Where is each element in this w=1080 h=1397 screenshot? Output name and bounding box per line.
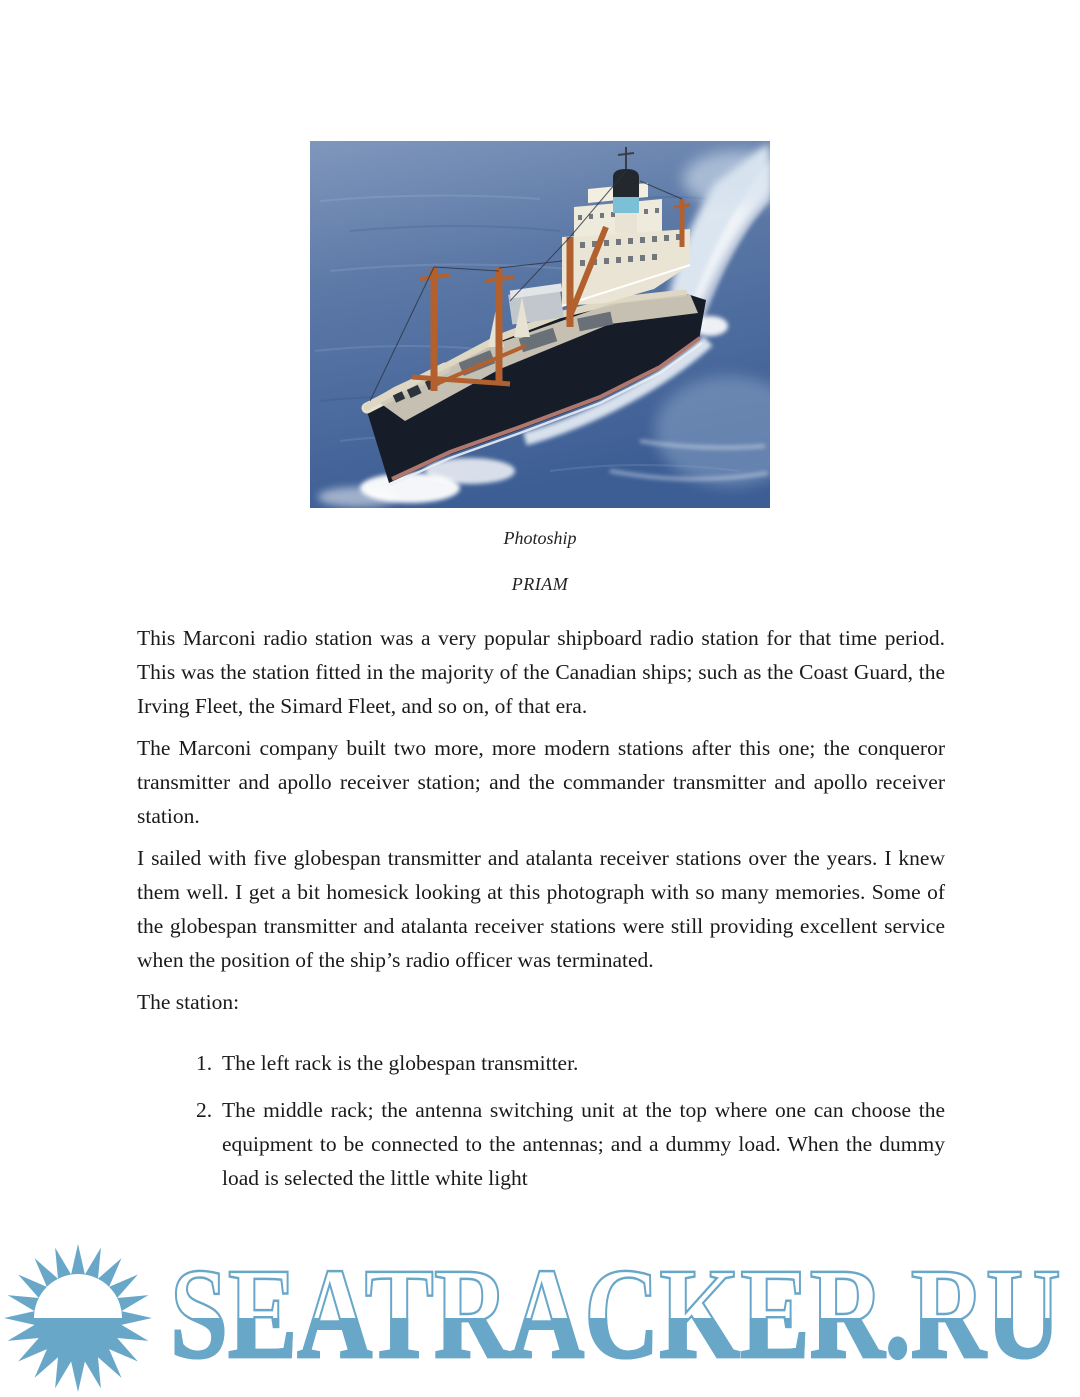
paragraph-3: I sailed with five globespan transmitter and atalanta receiver stations over the years. I knew them well. I get a bit homesick looking at this photograph with so many memories. Some of the globespan transmitter and atalanta receiver stations were still providing excellent service when the position of the ship’s radio officer was terminated. [137, 846, 945, 972]
sun-logo-icon [2, 1242, 154, 1394]
ship-photo [310, 141, 770, 508]
paragraph-1: This Marconi radio station was a very popular shipboard radio station for that time period. This was the station fitted in the majority of the Canadian ships; such as the Coast Guard, the Irving Fleet, the Simard Fleet, and so on, of that era. [137, 626, 945, 718]
photo-credit: Photoship [503, 528, 577, 548]
list-item-text: The middle rack; the antenna switching unit at the top where one can choose the equipment to be connected to the antennas; and a dummy load. When the dummy load is selected the little white light [222, 1098, 945, 1190]
station-heading: The station: [137, 990, 240, 1014]
numbered-list [137, 1046, 945, 1195]
paragraph-2: The Marconi company built two more, more modern stations after this one; the conqueror transmitter and apollo receiver station; and the commander transmitter and apollo receiver station. [137, 736, 945, 828]
ship-photo-illustration [310, 141, 770, 508]
list-item-number: 2. [196, 1098, 213, 1122]
list-item-text: The left rack is the globespan transmitter. [222, 1051, 579, 1075]
watermark-text: SEATRACKER.RU [170, 1242, 1061, 1386]
list-item [137, 1093, 945, 1195]
body-text [137, 621, 945, 1208]
list-item-number: 1. [196, 1051, 213, 1075]
photo-title: PRIAM [511, 574, 569, 594]
list-item [137, 1046, 945, 1080]
watermark [0, 1240, 1080, 1397]
